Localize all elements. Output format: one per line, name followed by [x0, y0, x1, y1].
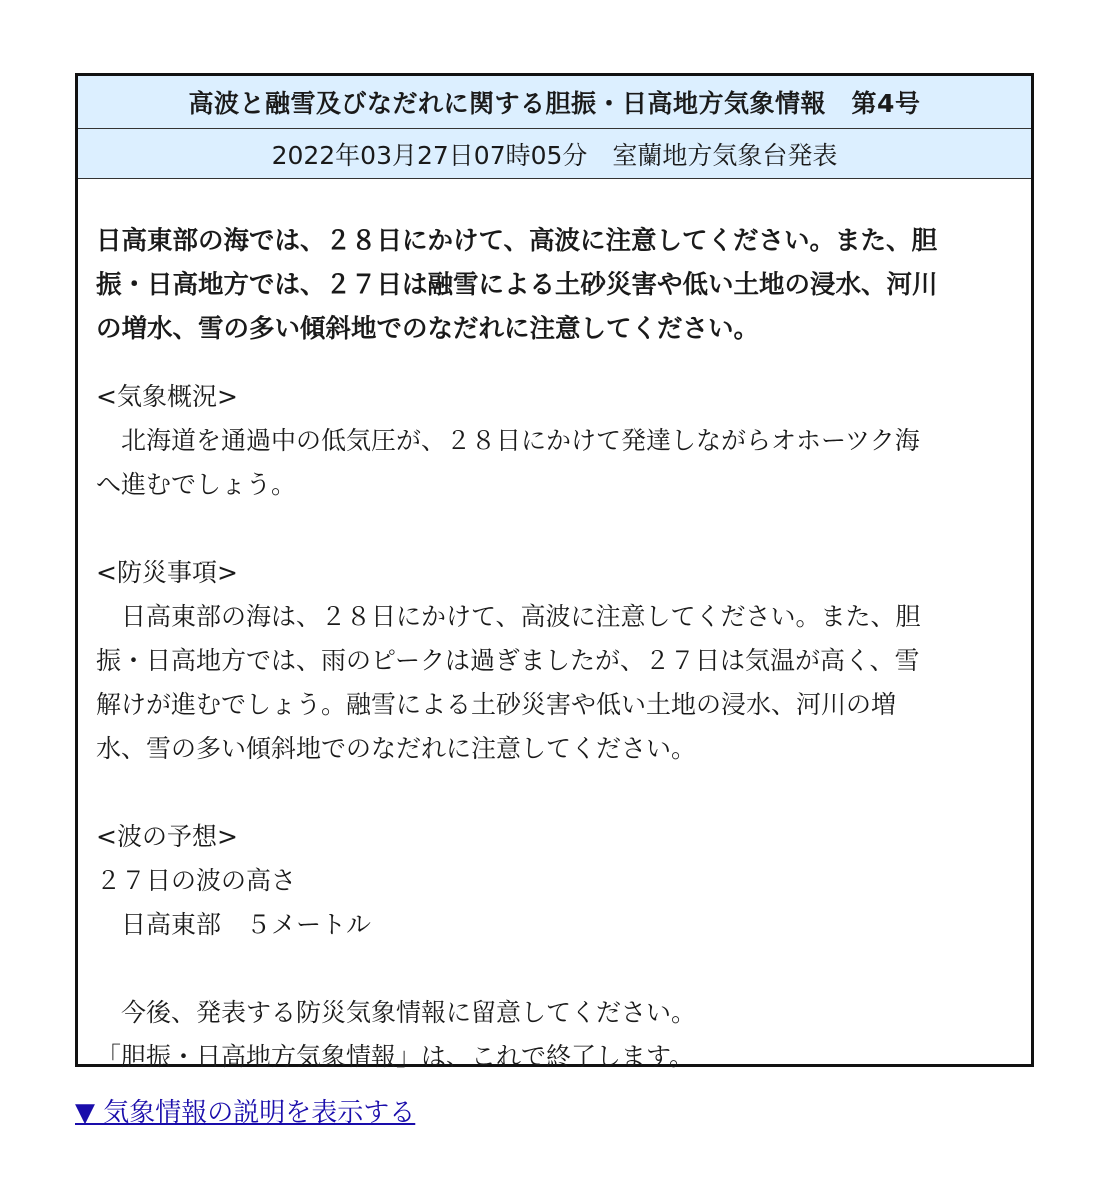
- section-wave-forecast: [96, 815, 1013, 947]
- spacer: [96, 507, 1013, 551]
- section-line: 日高東部 ５メートル: [96, 910, 372, 939]
- section-line: 今後、発表する防災気象情報に留意してください。: [96, 998, 697, 1027]
- summary-line: の増水、雪の多い傾斜地でのなだれに注意してください。: [96, 314, 760, 344]
- section-line: ２７日の波の高さ: [96, 866, 297, 895]
- section-overview: [96, 375, 1013, 507]
- section-line: 日高東部の海は、２８日にかけて、高波に注意してください。また、胆: [96, 602, 921, 631]
- section-line: 解けが進むでしょう。融雪による土砂災害や低い土地の浸水、河川の増: [96, 690, 897, 719]
- section-heading: <防災事項>: [96, 558, 238, 587]
- section-line: 「胆振・日高地方気象情報」は、これで終了します。: [96, 1042, 695, 1071]
- section-heading: <波の予想>: [96, 822, 238, 851]
- section-line: 北海道を通過中の低気圧が、２８日にかけて発達しながらオホーツク海: [96, 426, 920, 455]
- bulletin-summary: [96, 219, 1013, 351]
- bulletin-title: 高波と融雪及びなだれに関する胆振・日高地方気象情報 第4号: [78, 76, 1031, 129]
- spacer: [96, 771, 1013, 815]
- section-closing: [96, 991, 1013, 1079]
- summary-line: 振・日高地方では、２７日は融雪による土砂災害や低い土地の浸水、河川: [96, 270, 938, 300]
- bulletin-body: [78, 179, 1031, 1079]
- weather-bulletin: [75, 73, 1034, 1071]
- section-line: へ進むでしょう。: [96, 470, 297, 499]
- section-line: 水、雪の多い傾斜地でのなだれに注意してください。: [96, 734, 697, 763]
- section-line: 振・日高地方では、雨のピークは過ぎましたが、２７日は気温が高く、雪: [96, 646, 920, 675]
- section-disaster-prevention: [96, 551, 1013, 771]
- show-explanation-link[interactable]: ▼ 気象情報の説明を表示する: [75, 1098, 416, 1128]
- summary-line: 日高東部の海では、２８日にかけて、高波に注意してください。また、胆: [96, 226, 937, 256]
- section-heading: <気象概況>: [96, 382, 238, 411]
- bulletin-issued-info: 2022年03月27日07時05分 室蘭地方気象台発表: [78, 129, 1031, 179]
- spacer: [96, 947, 1013, 991]
